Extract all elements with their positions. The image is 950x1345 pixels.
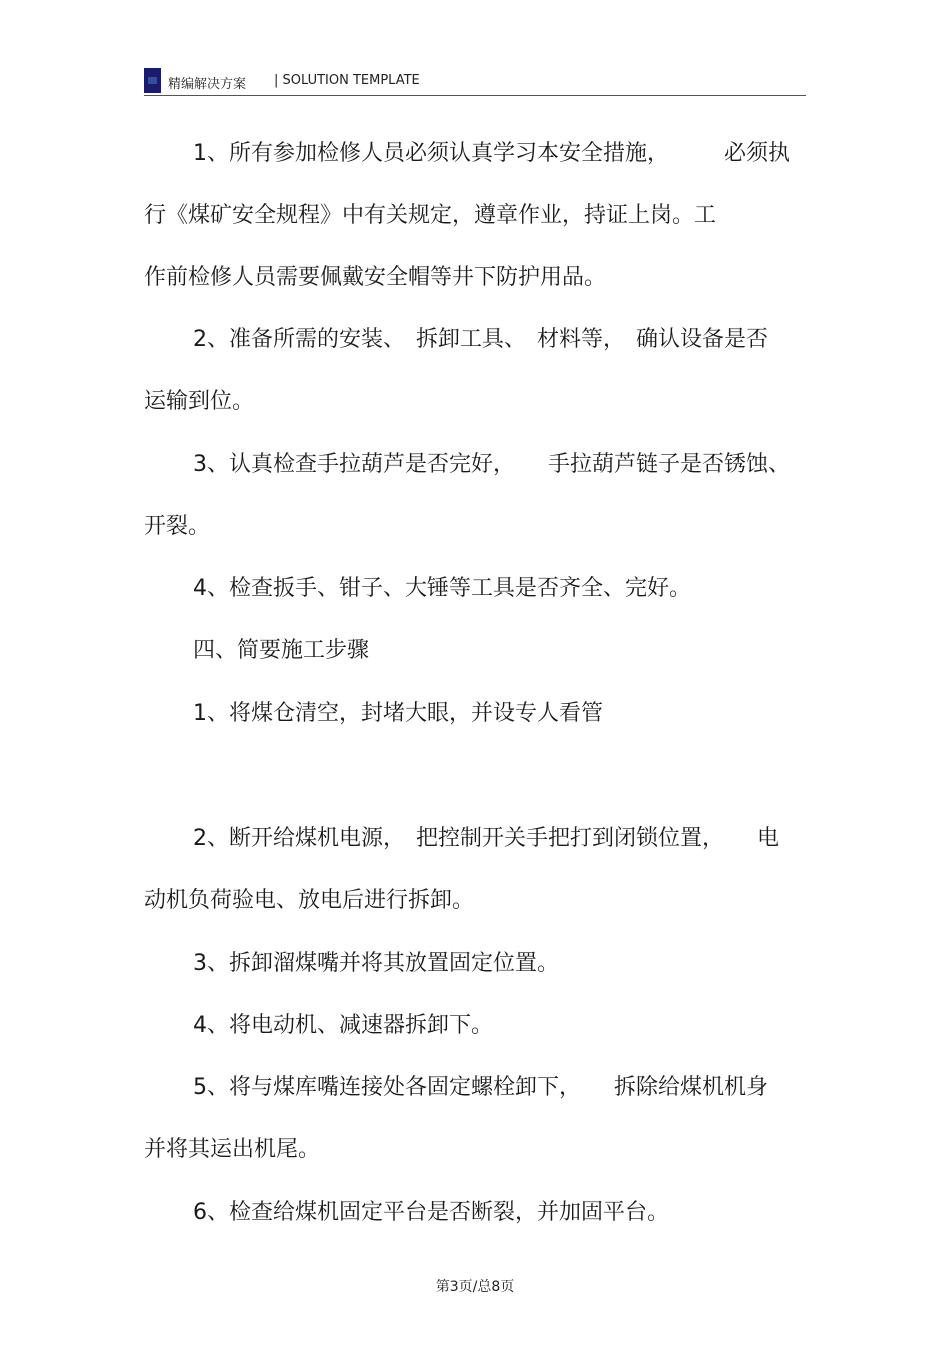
paragraph-line: 运输到位。 [144, 389, 255, 414]
header-divider [144, 95, 806, 96]
paragraph-line: 1、所有参加检修人员必须认真学习本安全措施， 必须执 [193, 141, 790, 166]
header-tagline: | SOLUTION TEMPLATE [274, 73, 420, 88]
paragraph-line: 行《煤矿安全规程》中有关规定，遵章作业，持证上岗。工 [144, 203, 717, 228]
paragraph-line: 2、准备所需的安装、 拆卸工具、 材料等， 确认设备是否 [193, 327, 768, 352]
paragraph-line: 6、检查给煤机固定平台是否断裂，并加固平台。 [193, 1200, 669, 1225]
paragraph-line: 4、检查扳手、钳子、大锤等工具是否齐全、完好。 [193, 576, 691, 601]
paragraph-line: 开裂。 [144, 514, 211, 539]
paragraph-line: 3、拆卸溜煤嘴并将其放置固定位置。 [193, 951, 559, 976]
paragraph-line: 4、将电动机、减速器拆卸下。 [193, 1013, 493, 1038]
paragraph-line: 并将其运出机尾。 [144, 1137, 321, 1162]
paragraph-line: 作前检修人员需要佩戴安全帽等井下防护用品。 [144, 265, 607, 290]
paragraph-line: 动机负荷验电、放电后进行拆卸。 [144, 888, 475, 913]
paragraph-line: 1、将煤仓清空，封堵大眼，并设专人看管 [193, 701, 603, 726]
page-number: 第3页/总8页 [435, 1279, 515, 1295]
header-brand: 精编解决方案 [168, 77, 247, 92]
logo-icon [144, 68, 161, 93]
paragraph-line: 5、将与煤库嘴连接处各固定螺栓卸下， 拆除给煤机机身 [193, 1075, 768, 1100]
paragraph-line: 3、认真检查手拉葫芦是否完好， 手拉葫芦链子是否锈蚀、 [193, 452, 790, 477]
section-heading: 四、简要施工步骤 [193, 638, 370, 663]
paragraph-line: 2、断开给煤机电源， 把控制开关手把打到闭锁位置， 电 [193, 826, 779, 851]
page-header [144, 66, 806, 96]
